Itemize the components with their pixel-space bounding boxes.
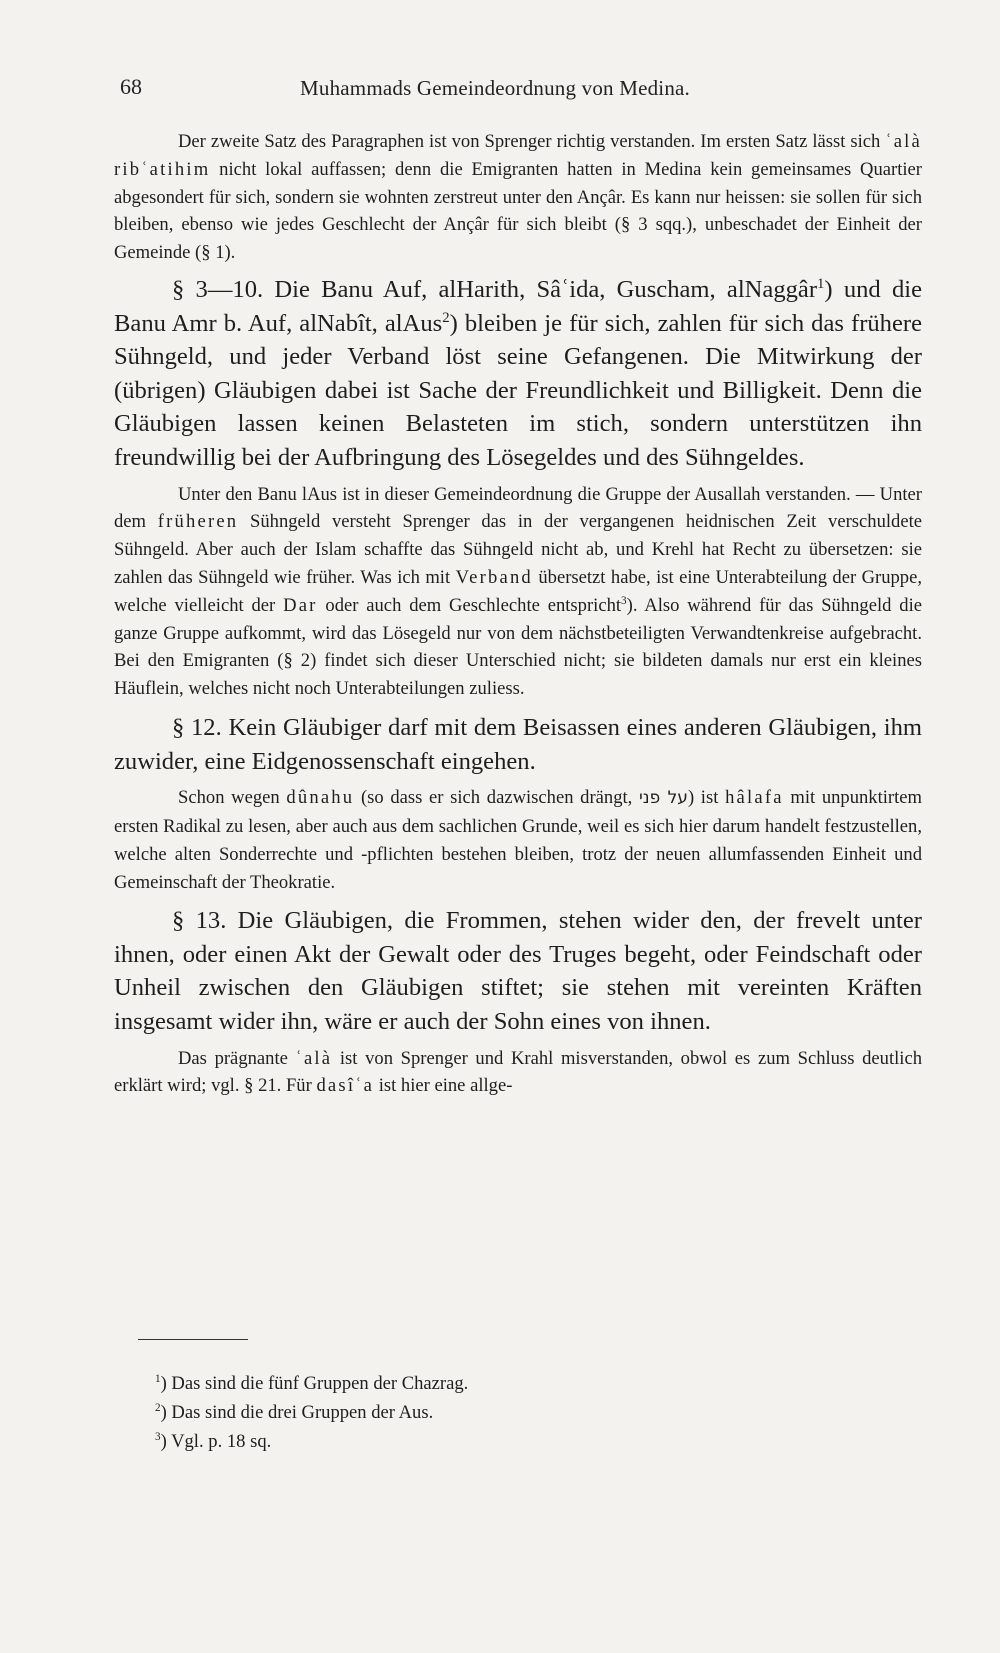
page-number: 68 [120,74,142,99]
footnote-ref-2[interactable]: 2 [442,309,450,326]
footnotes [155,1369,755,1456]
section-13: § 13. Die Gläubigen, die Frommen, stehen wider den, der frevelt unter ihnen, oder einen Akt der Gewalt oder des Truges begeht, oder Feindschaft oder Unheil zwischen den Gläubigen stiftet; sie stehen mit vereinten Kräften insgesamt wider ihn, wäre er auch der Sohn eines von ihnen. [114,907,922,1036]
hebrew-phrase: על פני [639,788,688,809]
paragraph-commentary-3: Schon wegen dûnahu (so dass er sich dazwischen drängt, על פני) ist hâlafa mit unpunktirtem ersten Radikal zu lesen, aber auch aus dem sachlichen Grunde, weil es sich hier darum handelt festzustellen, welche alten Sonderrechte und -pflichten bestehen bleiben, trotz der neuen allumfassenden Einheit und Gemeinschaft der Theokratie. [114,787,923,893]
paragraph-commentary-1: Der zweite Satz des Paragraphen ist von Sprenger richtig verstanden. Im ersten Satz lässt sich ʿalà ribʿatihim nicht lokal auffassen; denn die Emigranten hatten in Medina kein gemeinsames Quartier abgesondert für sich, sondern sie wohnten zerstreut unter den Ançâr. Es kann nur heissen: sie sollen für sich bleiben, ebenso wie jedes Geschlecht der Ançâr für sich bleibt (§ 3 sqq.), unbeschadet der Einheit der Gemeinde (§ 1). [114,131,922,264]
paragraph-commentary-2: Unter den Banu lAus ist in dieser Gemeindeordnung die Gruppe der Ausallah verstanden. — Unter dem früheren Sühngeld versteht Sprenger das in der vergangenen heidnischen Zeit verschuldete Sühngeld. Aber auch der Islam schaffte das Sühngeld nicht ab, und Krehl hat Recht zu übersetzen: sie zahlen das Sühngeld wie früher. Was ich mit Verband übersetzt habe, ist eine Unterabteilung der Gruppe, welche vielleicht der Dar oder auch dem Geschlechte entspricht$^3$). Also während für das Sühngeld die ganze Gruppe aufkommt, wird das Lösegeld nur von dem nächstbeteiligten Verwandtenkreise aufgebracht. Bei den Emigranten (§ 2) findet sich dieser Unterschied nicht; sie bildeten damals nur erst ein kleines Häuflein, welches nicht noch Unterabteilungen zuliess. [114,483,922,700]
page-body [114,128,922,1100]
footnote-divider [138,1339,248,1340]
footnote-2: $^2$) Das sind die drei Gruppen der Aus. [155,1401,434,1423]
section-12: § 12. Kein Gläubiger darf mit dem Beisassen eines anderen Gläubigen, ihm zuwider, eine Eidgenossenschaft eingehen. [114,713,922,775]
section-3-10: § 3—10. Die Banu Auf, alHarith, Sâʿida, Guscham, alNaggâr$^1$) und die Banu Amr b. Auf, alNabît, alAus$^2$) bleiben je für sich, zahlen für sich das frühere Sühngeld, und jeder Verband löst seine Gefangenen. Die Mitwirkung der (übrigen) Gläubigen dabei ist Sache der Freundlichkeit und Billigkeit. Denn die Gläubigen lassen keinen Belasteten im stich, sondern unterstützen ihn freundwillig bei der Aufbringung des Lösegeldes und des Sühngeldes. [114,275,923,471]
running-title: Muhammads Gemeindeordnung von Medina. [300,76,690,100]
footnote-3: $^3$) Vgl. p. 18 sq. [155,1430,272,1452]
footnote-1: $^1$) Das sind die fünf Gruppen der Chazrag. [155,1372,469,1394]
paragraph-commentary-4: Das prägnante ʿalà ist von Sprenger und Krahl misverstanden, obwol es zum Schluss deutlich erklärt wird; vgl. § 21. Für dasîʿa ist hier eine allge- [114,1047,922,1097]
footnote-ref-1[interactable]: 1 [817,275,825,292]
footnote-ref-3[interactable]: 3 [621,594,627,607]
